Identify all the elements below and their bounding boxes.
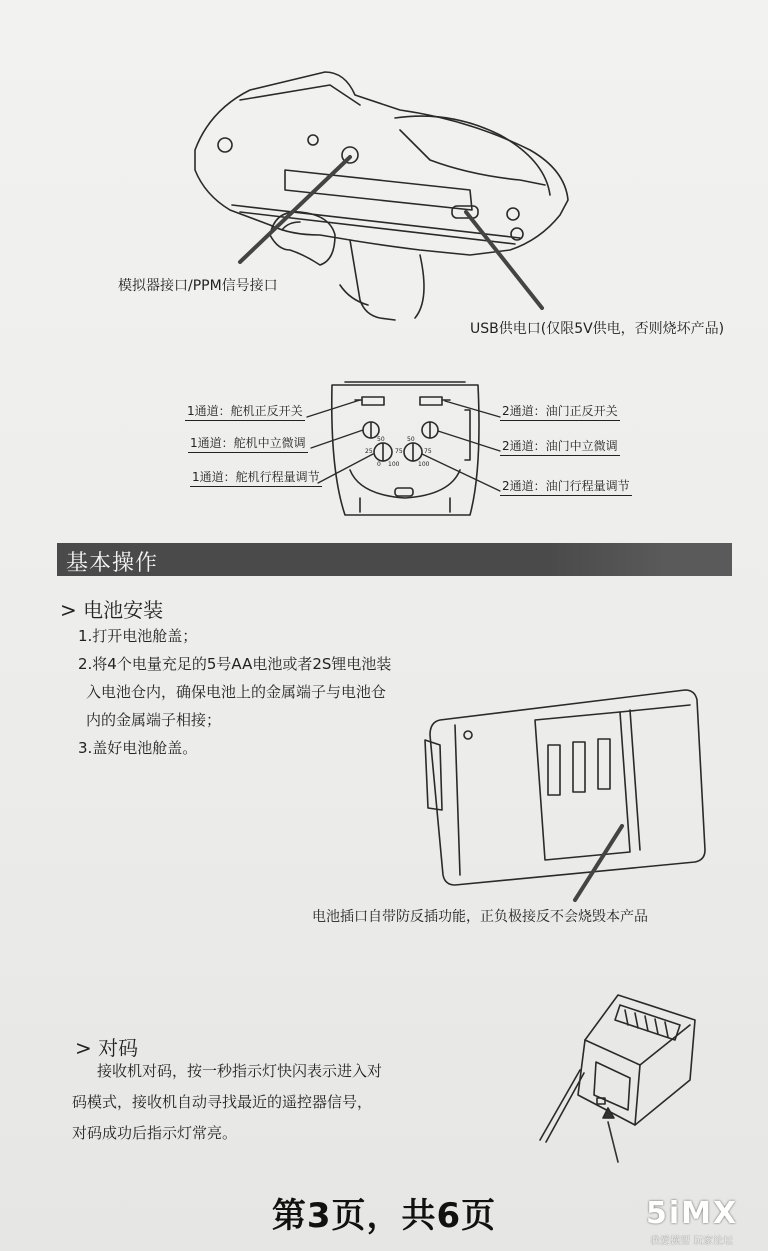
receiver-arrow xyxy=(608,1122,618,1162)
ch1-travel-label: 1通道：舵机行程量调节 xyxy=(190,468,322,487)
dial-mark: 0 xyxy=(377,461,381,468)
battery-step-3: 3.盖好电池舱盖。 xyxy=(78,739,198,757)
site-logo-subtitle: 我爱模型 玩家论坛 xyxy=(650,1236,734,1247)
dial-mark: 50 xyxy=(377,436,385,443)
usb-power-label: USB供电口(仅限5V供电，否则烧坏产品) xyxy=(470,321,725,337)
ch2-trim-label: 2通道：油门中立微调 xyxy=(500,437,620,456)
site-logo: 5iMX xyxy=(646,1196,739,1231)
dial-mark: 75 xyxy=(395,448,403,455)
pairing-line-1: 接收机对码，按一秒指示灯快闪表示进入对 xyxy=(97,1062,383,1080)
battery-step-2-cont: 入电池仓内，确保电池上的金属端子与电池仓 xyxy=(86,683,387,701)
battery-compartment-drawing xyxy=(425,690,705,885)
pairing-line-3: 对码成功后指示灯常亮。 xyxy=(72,1124,238,1142)
receiver-drawing xyxy=(540,995,695,1142)
dial-mark: 75 xyxy=(424,448,432,455)
ch1-reverse-label: 1通道：舵机正反开关 xyxy=(185,402,305,421)
battery-step-2-cont: 内的金属端子相接； xyxy=(86,711,222,729)
dial-mark: 100 xyxy=(418,461,430,468)
ch2-travel-label: 2通道：油门行程量调节 xyxy=(500,477,632,496)
ch1-trim-label: 1通道：舵机中立微调 xyxy=(188,434,308,453)
battery-step-1: 1.打开电池舱盖； xyxy=(78,627,198,645)
simulator-port-label: 模拟器接口/PPM信号接口 xyxy=(118,278,278,294)
battery-step-2: 2.将4个电量充足的5号AA电池或者2S锂电池装 xyxy=(78,655,392,673)
dial-mark: 50 xyxy=(407,436,415,443)
page-number: 第3页，共6页 xyxy=(271,1196,497,1236)
battery-arrow xyxy=(575,826,622,900)
pairing-line-2: 码模式，接收机自动寻找最近的遥控器信号， xyxy=(72,1093,373,1111)
dial-mark: 25 xyxy=(365,448,373,455)
section-band xyxy=(57,543,732,576)
dial-mark: 100 xyxy=(388,461,400,468)
ch2-reverse-label: 2通道：油门正反开关 xyxy=(500,402,620,421)
pairing-heading: > 对码 xyxy=(75,1036,139,1060)
battery-note: 电池插口自带防反插功能，正负极接反不会烧毁本产品 xyxy=(312,909,648,925)
battery-heading: > 电池安装 xyxy=(60,598,164,622)
section-title: 基本操作 xyxy=(66,551,159,576)
